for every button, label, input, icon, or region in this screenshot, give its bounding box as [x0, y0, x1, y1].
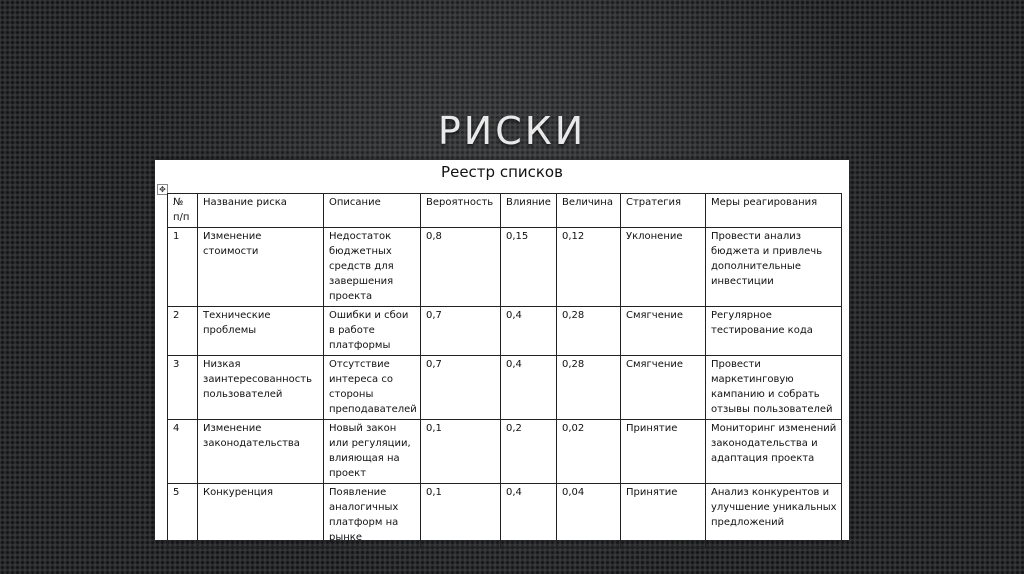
cell-probability: 0,7 — [421, 356, 501, 420]
cell-probability: 0,7 — [421, 307, 501, 356]
cell-measures: Мониторинг изменений законодательства и адаптация проекта — [706, 420, 842, 484]
cell-strategy: Смягчение — [621, 307, 706, 356]
column-header-num: № п/п — [168, 194, 198, 228]
cell-strategy: Принятие — [621, 484, 706, 548]
cell-description: Ошибки и сбои в работе платформы — [324, 307, 421, 356]
column-header-impact: Влияние — [501, 194, 557, 228]
cell-impact: 0,15 — [501, 228, 557, 307]
cell-measures: Провести маркетинговую кампанию и собрать отзывы пользователей — [706, 356, 842, 420]
cell-impact: 0,4 — [501, 484, 557, 548]
cell-num: 5 — [168, 484, 198, 548]
table-move-handle-icon[interactable]: ✥ — [157, 184, 168, 195]
table-row — [168, 356, 842, 420]
column-header-probability: Вероятность — [421, 194, 501, 228]
table-header-row — [168, 194, 842, 228]
cell-magnitude: 0,12 — [557, 228, 621, 307]
cell-measures: Анализ конкурентов и улучшение уникальных предложений — [706, 484, 842, 548]
cell-name: Изменение законодательства — [198, 420, 324, 484]
column-header-measures: Меры реагирования — [706, 194, 842, 228]
cell-num: 1 — [168, 228, 198, 307]
cell-probability: 0,1 — [421, 420, 501, 484]
cell-name: Конкуренция — [198, 484, 324, 548]
cell-magnitude: 0,02 — [557, 420, 621, 484]
cell-num: 2 — [168, 307, 198, 356]
cell-strategy: Принятие — [621, 420, 706, 484]
cell-description: Появление аналогичных платформ на рынке — [324, 484, 421, 548]
cell-strategy: Уклонение — [621, 228, 706, 307]
cell-description: Недостаток бюджетных средств для завершения проекта — [324, 228, 421, 307]
table-row — [168, 228, 842, 307]
column-header-strategy: Стратегия — [621, 194, 706, 228]
cell-impact: 0,2 — [501, 420, 557, 484]
cell-magnitude: 0,28 — [557, 356, 621, 420]
cell-name: Низкая заинтересованность пользователей — [198, 356, 324, 420]
cell-name: Технические проблемы — [198, 307, 324, 356]
cell-probability: 0,8 — [421, 228, 501, 307]
column-header-magnitude: Величина — [557, 194, 621, 228]
cell-impact: 0,4 — [501, 307, 557, 356]
cell-description: Отсутствие интереса со стороны преподавателей — [324, 356, 421, 420]
table-row — [168, 484, 842, 548]
risk-registry-table — [167, 193, 842, 548]
cell-measures: Регулярное тестирование кода — [706, 307, 842, 356]
cell-num: 3 — [168, 356, 198, 420]
table-row — [168, 307, 842, 356]
column-header-description: Описание — [324, 194, 421, 228]
column-header-name: Название риска — [198, 194, 324, 228]
cell-magnitude: 0,04 — [557, 484, 621, 548]
cell-strategy: Смягчение — [621, 356, 706, 420]
cell-magnitude: 0,28 — [557, 307, 621, 356]
document-page — [155, 160, 849, 543]
table-row — [168, 420, 842, 484]
cell-num: 4 — [168, 420, 198, 484]
cell-impact: 0,4 — [501, 356, 557, 420]
cell-measures: Провести анализ бюджета и привлечь дополнительные инвестиции — [706, 228, 842, 307]
document-title: Реестр списков — [441, 163, 563, 181]
slide-title: РИСКИ — [437, 109, 587, 153]
cell-description: Новый закон или регуляции, влияющая на проект — [324, 420, 421, 484]
cell-name: Изменение стоимости — [198, 228, 324, 307]
cell-probability: 0,1 — [421, 484, 501, 548]
